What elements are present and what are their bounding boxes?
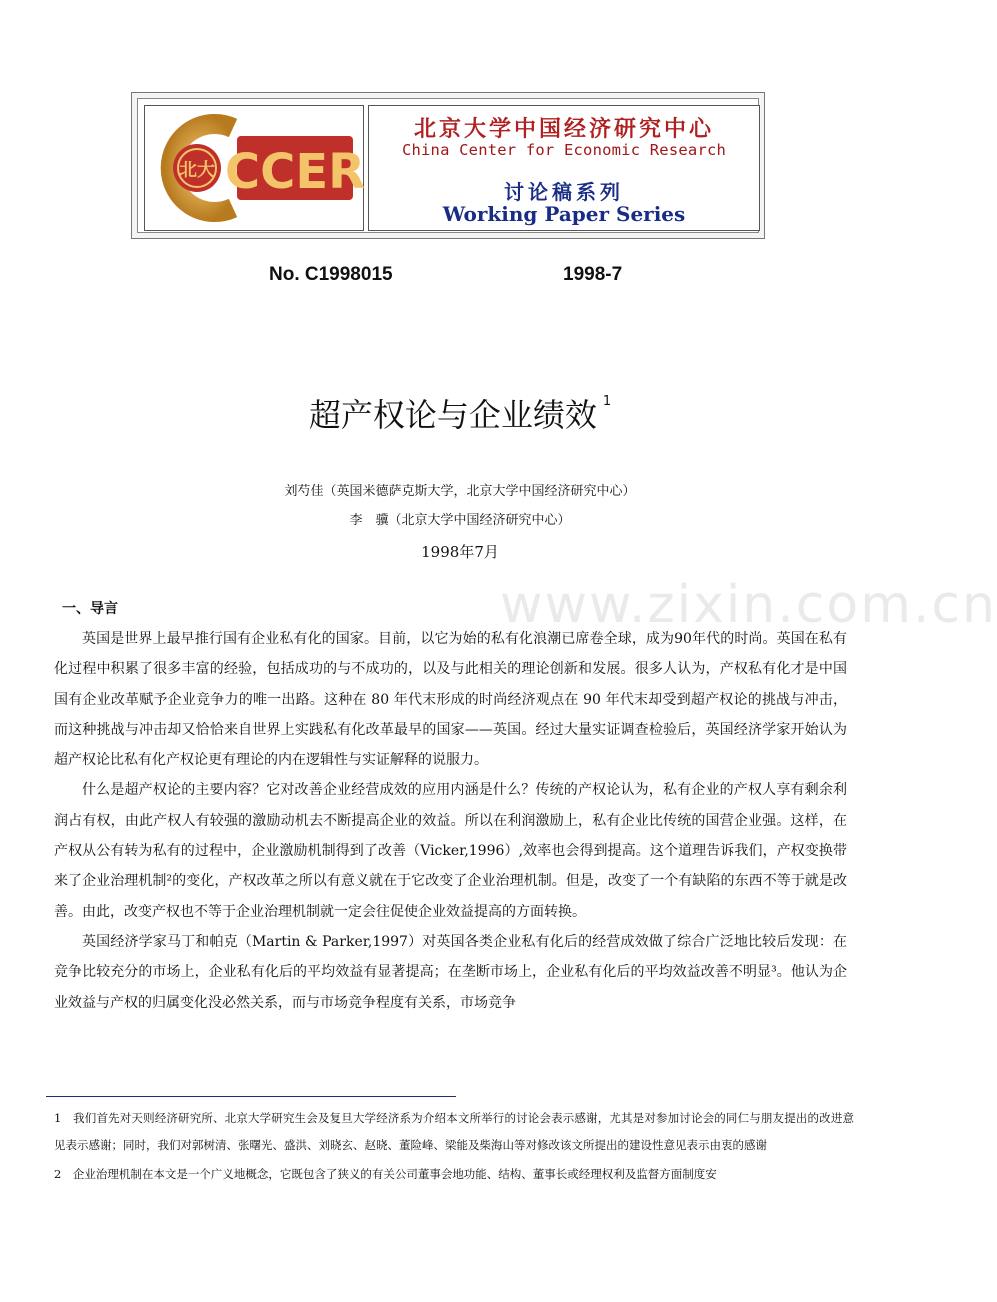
paper-title-text: 超产权论与企业绩效 <box>308 396 597 434</box>
logo-wordmark: CCER <box>224 144 366 200</box>
paragraph: 英国是世界上最早推行国有企业私有化的国家。目前，以它为始的私有化浪潮已席卷全球，成为90年代的时尚。英国在私有化过程中积累了很多丰富的经验，包括成功的与不成功的，以及与此相关的理论创新和发展。很多人认为，产权私有化才是中国国有企业改革赋予企业竞争力的唯一出路。这种在 80 年代末形成的时尚经济观点在 90 年代末却受到超产权论的挑战与冲击，而这种挑战与冲击却又恰恰来自世界上实践私有化改革最早的国家——英国。经过大量实证调查检验后，英国经济学家开始认为超产权论比私有化产权论更有理论的内在逻辑性与实证解释的说服力。 <box>54 631 847 769</box>
center-name-en: China Center for Economic Research <box>401 141 727 159</box>
title-footnote-mark: 1 <box>602 394 612 409</box>
section-heading: 一、导言 <box>62 601 118 617</box>
footnote-1: 1 我们首先对天则经济研究所、北京大学研究生会及复旦大学经济系为介绍本文所举行的讨论会表示感谢，尤其是对参加讨论会的同仁与朋友提出的改进意见表示感谢；同时，我们对郭树清、张曙光、盛洪、刘晓玄、赵晓、董险峰、梁能及柴海山等对修改该文所提出的建设性意见表示由衷的感谢 <box>54 1111 854 1152</box>
paper-date: 1998-7 <box>563 264 623 285</box>
center-title-box <box>368 105 760 231</box>
watermark: www.zixin.com.cn <box>500 575 997 635</box>
banner-frame <box>137 98 759 233</box>
header-banner <box>131 92 765 239</box>
footnote-2: 2 企业治理机制在本文是一个广义地概念，它既包含了狭义的有关公司董事会地功能、结构、董事长或经理权利及监督方面制度安 <box>54 1167 717 1181</box>
publication-date: 1998年7月 <box>421 543 499 561</box>
ccer-logo-graphic <box>145 106 366 230</box>
author-line-2: 李 骥（北京大学中国经济研究中心） <box>349 513 571 528</box>
body-text <box>54 624 847 1018</box>
paragraph: 英国经济学家马丁和帕克（Martin & Parker,1997）对英国各类企业私有化后的经营成效做了综合广泛地比较后发现：在竞争比较充分的市场上，企业私有化后的平均效益有显著提高；在垄断市场上，企业私有化后的平均效益改善不明显³。他认为企业效益与产权的归属变化没必然关系，而与市场竞争程度有关系，市场竞争 <box>54 933 847 1011</box>
ccer-logo <box>144 105 364 231</box>
series-name-cn: 讨论稿系列 <box>504 180 624 204</box>
series-name-en: Working Paper Series <box>442 202 686 226</box>
paper-number: No. C1998015 <box>269 264 393 285</box>
logo-seal-text: 北大 <box>179 160 215 181</box>
footnotes <box>54 1076 854 1190</box>
paragraph: 什么是超产权论的主要内容？它对改善企业经营成效的应用内涵是什么？传统的产权论认为，私有企业的产权人享有剩余利润占有权，由此产权人有较强的激励动机去不断提高企业的效益。所以在利润激励上，私有企业比传统的国营企业强。这样，在产权从公有转为私有的过程中，企业激励机制得到了改善（Vicker,1996）,效率也会得到提高。这个道理告诉我们，产权变换带来了企业治理机制²的变化，产权改革之所以有意义就在于它改变了企业治理机制。但是，改变了一个有缺陷的东西不等于就是改善。由此，改变产权也不等于企业治理机制就一定会往促使企业效益提高的方面转换。 <box>54 782 847 920</box>
paper-title <box>0 390 920 436</box>
author-line-1: 刘芍佳（英国米德萨克斯大学，北京大学中国经济研究中心） <box>284 484 636 499</box>
center-name-cn: 北京大学中国经济研究中心 <box>413 117 714 142</box>
